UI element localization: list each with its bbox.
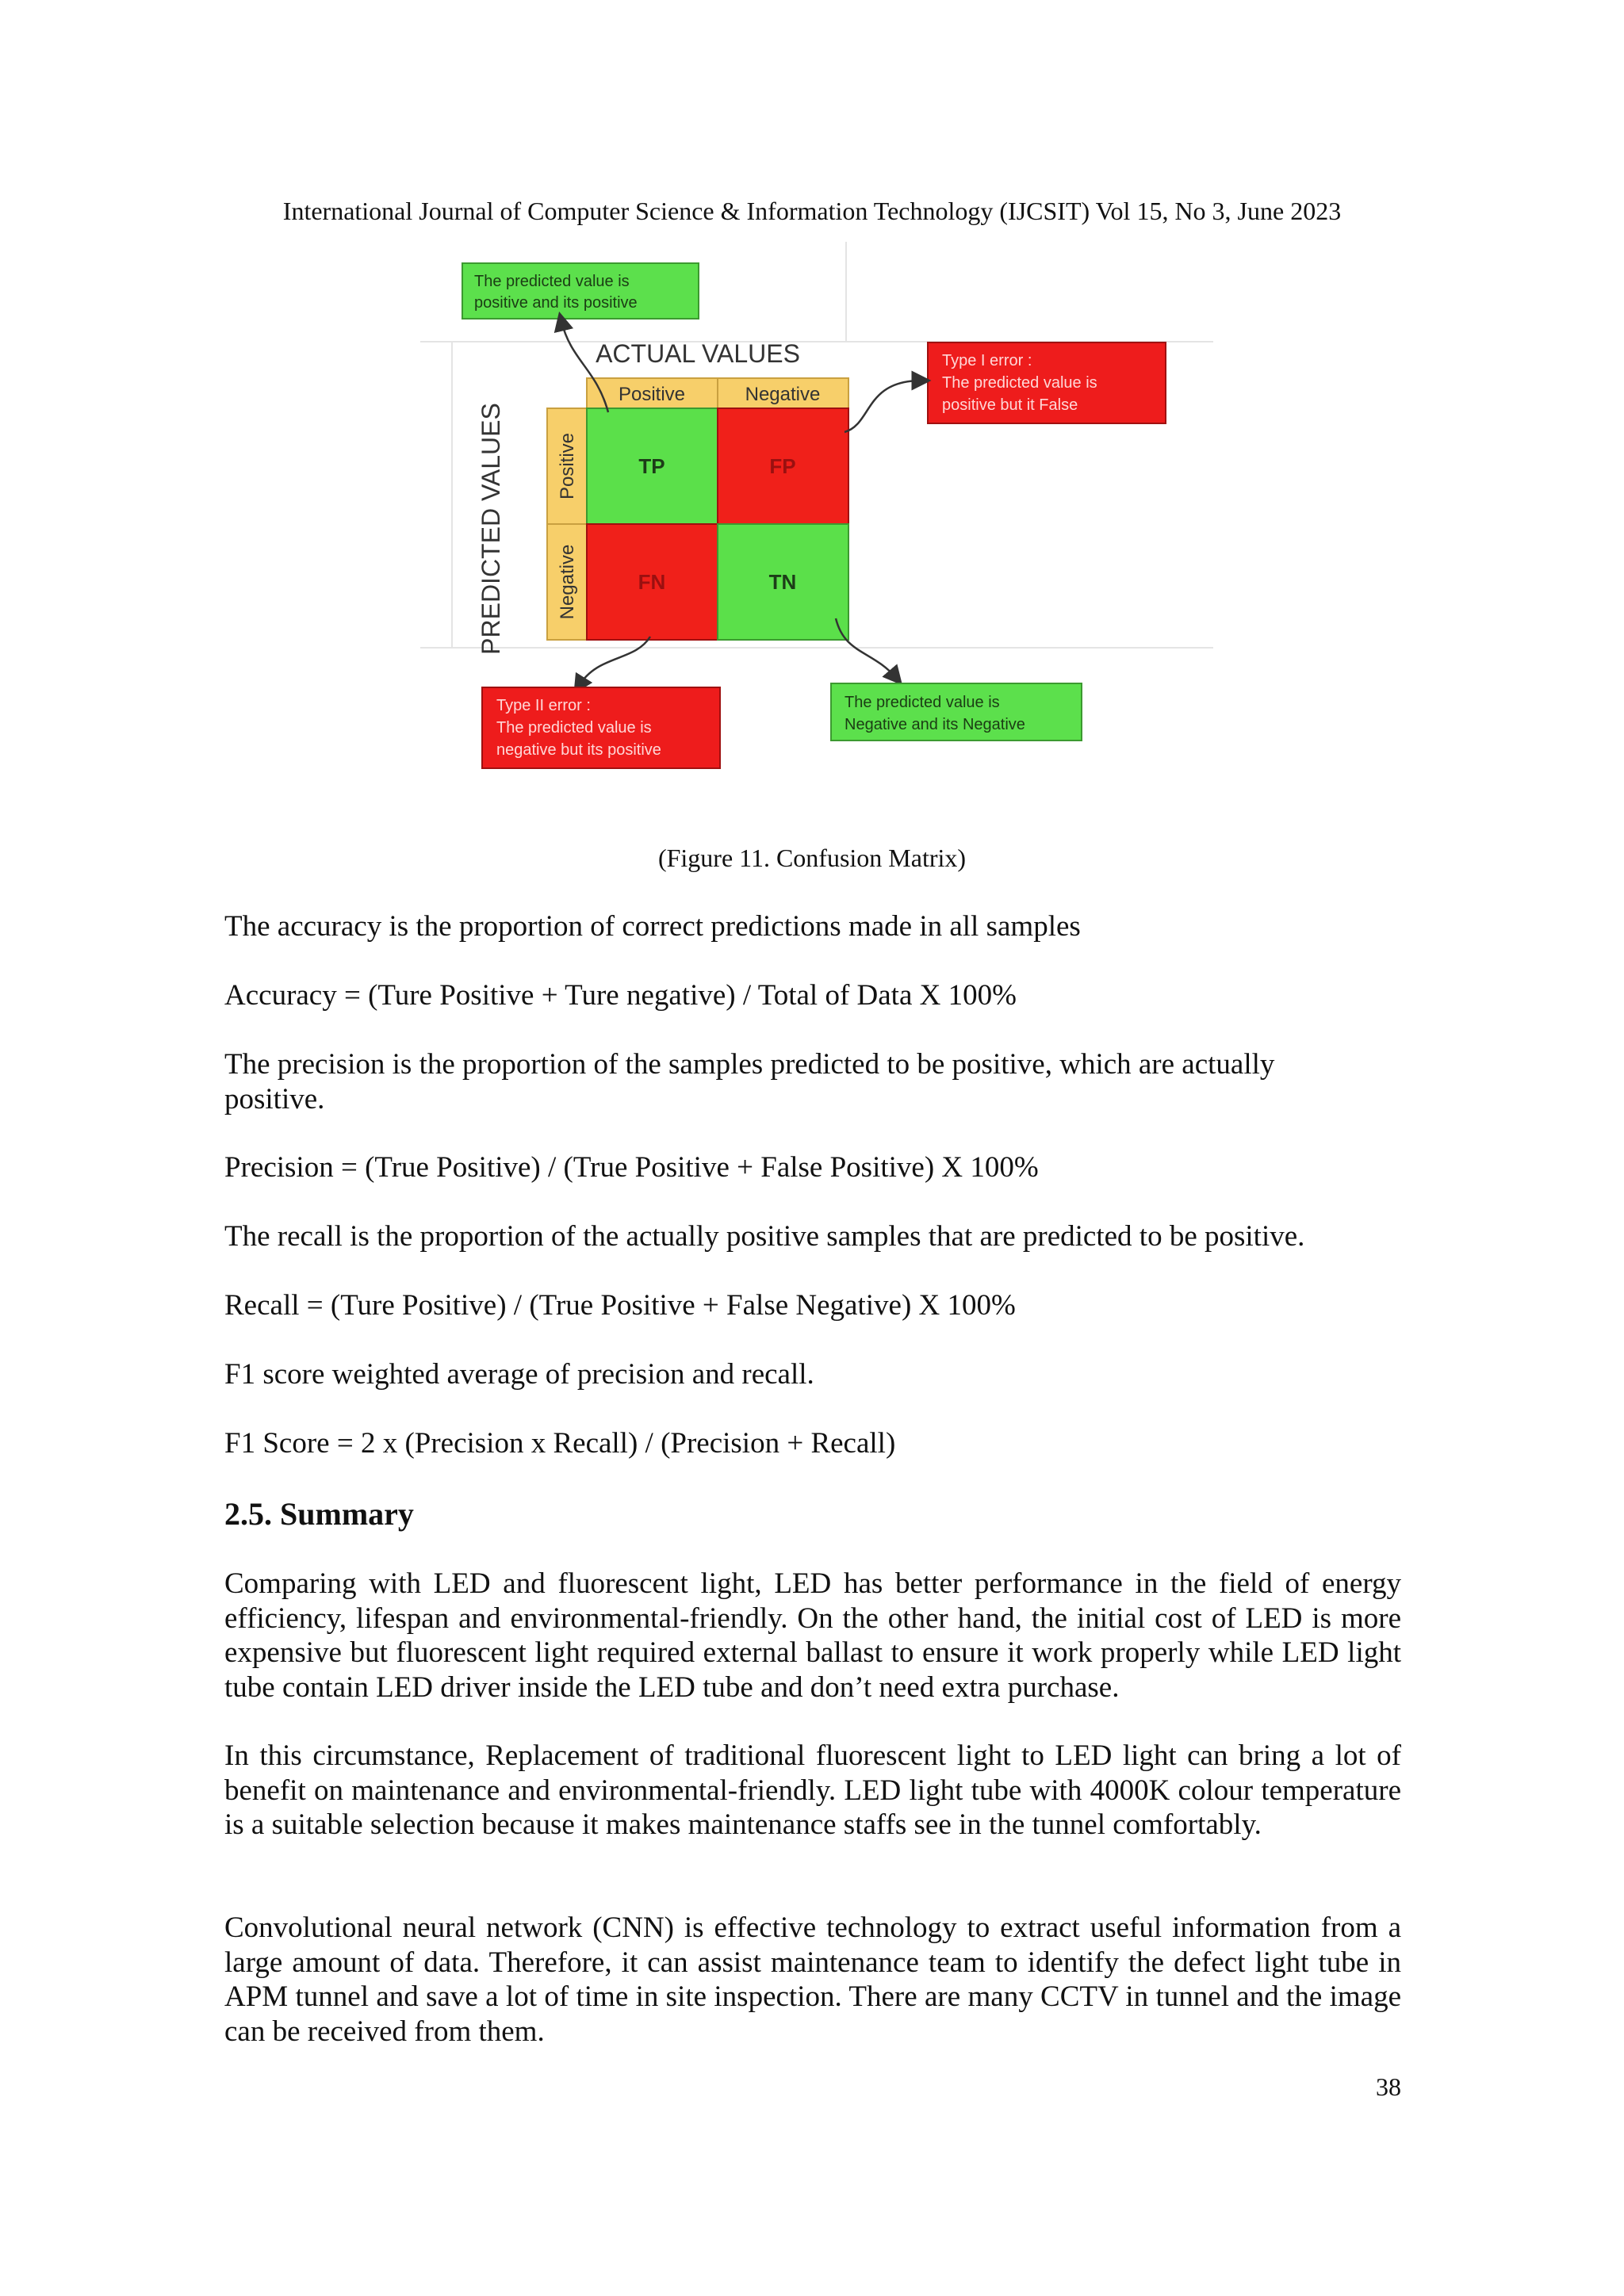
actual-values-label: ACTUAL VALUES [596,339,800,368]
arrow-fn [579,637,650,686]
column-label-positive: Positive [618,384,686,405]
precision-definition: The precision is the proportion of the samples predicted to be positive, which are actually positive. [224,1048,1275,1115]
callout-tn-line-2: Negative and its Negative [845,716,1025,733]
precision-formula: Precision = (True Positive) / (True Positive + False Positive) X 100% [224,1151,1039,1184]
confusion-matrix-figure [420,242,1213,797]
summary-paragraph-1: Comparing with LED and fluorescent light, LED has better performance in the field of energy efficiency, lifespan and environmental-friendly. On the other hand, the initial cost of LED is more expensive but fluorescent light required external ballast to ensure it work properly while LED light tube contain LED driver inside the LED tube and don’t need extra purchase. [224,1567,1401,1704]
f1-definition: F1 score weighted average of precision and recall. [224,1358,814,1391]
confusion-matrix-diagram [420,242,1213,797]
callout-fn-line-2: The predicted value is [496,719,652,737]
figure-caption: (Figure 11. Confusion Matrix) [657,844,967,872]
cell-tp-label: TP [638,454,665,478]
summary-paragraph-3: Convolutional neural network (CNN) is effective technology to extract useful information from a large amount of data. Therefore, it can assist maintenance team to identify the defect light tube in APM tunnel and save a lot of time in site inspection. There are many CCTV in tunnel and the image can be received from them. [224,1911,1401,2048]
column-label-negative: Negative [745,384,821,405]
accuracy-definition: The accuracy is the proportion of correct predictions made in all samples [224,910,1081,943]
callout-fp-line-1: Type I error : [942,352,1032,369]
cell-tn-label: TN [768,570,797,594]
summary-paragraph-2: In this circumstance, Replacement of traditional fluorescent light to LED light can bring a lot of benefit on maintenance and environmental-friendly. LED light tube with 4000K colour temperature is a suitable selection because it makes maintenance staffs see in the tunnel comfortably. [224,1739,1401,1841]
callout-tp-line-2: positive and its positive [474,294,638,312]
callout-fp-line-2: The predicted value is [942,374,1097,392]
arrow-fp [845,381,921,432]
row-label-positive: Positive [557,432,578,500]
callout-tn-line-1: The predicted value is [845,694,1000,711]
callout-fn-line-3: negative but its positive [496,741,661,759]
recall-formula: Recall = (Ture Positive) / (True Positive + False Negative) X 100% [224,1289,1016,1322]
callout-tp-line-1: The predicted value is [474,273,630,290]
accuracy-formula: Accuracy = (Ture Positive + Ture negative) / Total of Data X 100% [224,979,1017,1012]
f1-formula: F1 Score = 2 x (Precision x Recall) / (Precision + Recall) [224,1427,896,1460]
predicted-values-label: PREDICTED VALUES [477,403,505,655]
callout-fn-line-1: Type II error : [496,697,591,714]
journal-header: International Journal of Computer Science & Information Technology (IJCSIT) Vol 15, No 3, June 2023 [282,197,1342,225]
cell-fp-label: FP [769,454,796,478]
page-number: 38 [1376,2072,1401,2101]
row-label-negative: Negative [557,544,578,620]
callout-fp-line-3: positive but it False [942,396,1078,414]
recall-definition: The recall is the proportion of the actually positive samples that are predicted to be positive. [224,1220,1305,1253]
section-heading-summary: 2.5. Summary [224,1496,414,1532]
cell-fn-label: FN [638,570,666,594]
